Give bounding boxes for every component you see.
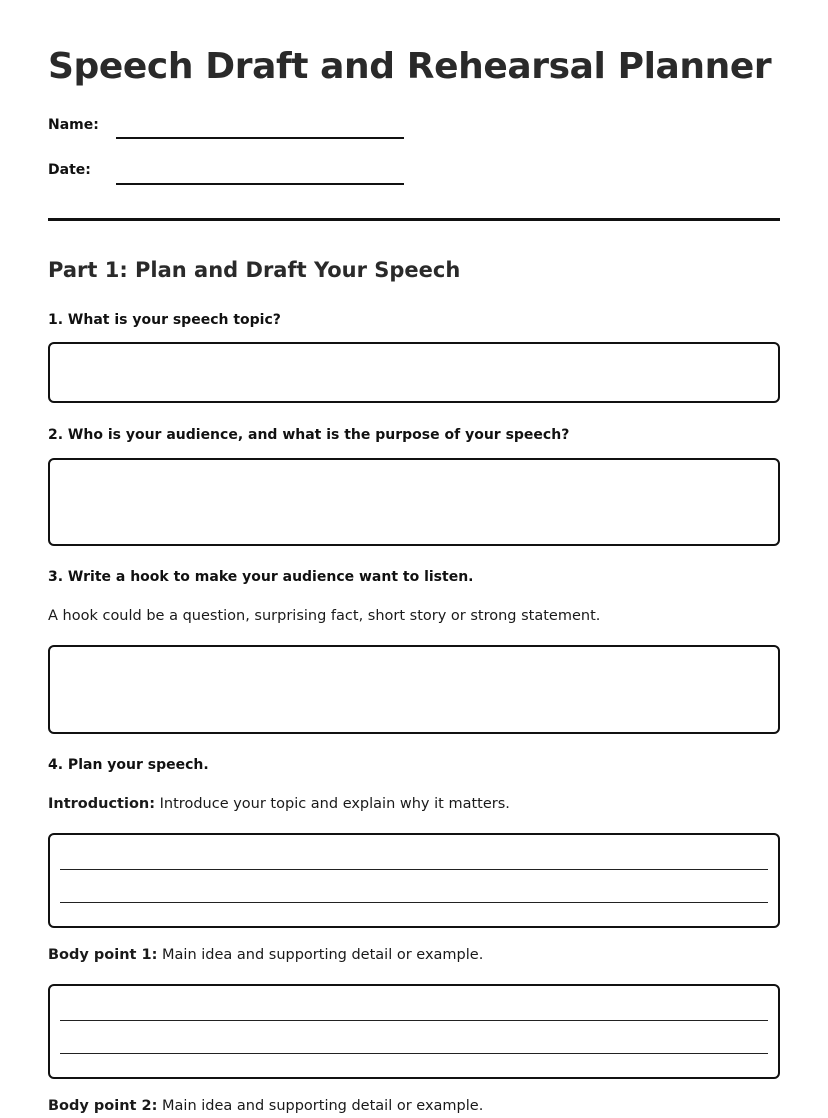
name-label: Name: [48, 117, 99, 133]
intro-text: Introduce your topic and explain why it matters. [155, 796, 510, 812]
question-2: 2. Who is your audience, and what is the purpose of your speech? [48, 427, 570, 443]
body2-text: Main idea and supporting detail or example. [157, 1098, 484, 1114]
writing-line [60, 902, 768, 903]
hook-hint: A hook could be a question, surprising fact, short story or strong statement. [48, 608, 601, 624]
body2-label: Body point 2: [48, 1098, 158, 1114]
writing-line [60, 1020, 768, 1021]
intro-prompt [48, 796, 510, 812]
date-field[interactable] [116, 183, 404, 185]
body2-prompt [48, 1098, 483, 1114]
page-title: Speech Draft and Rehearsal Planner [48, 46, 772, 87]
question-3: 3. Write a hook to make your audience want to listen. [48, 569, 474, 585]
audience-answer-box[interactable] [48, 458, 780, 546]
name-field[interactable] [116, 137, 404, 139]
body1-label: Body point 1: [48, 947, 158, 963]
body1-answer-box[interactable] [48, 984, 780, 1079]
question-1: 1. What is your speech topic? [48, 312, 281, 328]
writing-line [60, 869, 768, 870]
hook-answer-box[interactable] [48, 645, 780, 734]
header-divider [48, 218, 780, 221]
body1-text: Main idea and supporting detail or example. [157, 947, 484, 963]
date-label: Date: [48, 162, 91, 178]
part1-title: Part 1: Plan and Draft Your Speech [48, 258, 461, 282]
intro-answer-box[interactable] [48, 833, 780, 928]
question-4: 4. Plan your speech. [48, 757, 209, 773]
body1-prompt [48, 947, 483, 963]
topic-answer-box[interactable] [48, 342, 780, 403]
intro-label: Introduction: [48, 796, 156, 812]
writing-line [60, 1053, 768, 1054]
